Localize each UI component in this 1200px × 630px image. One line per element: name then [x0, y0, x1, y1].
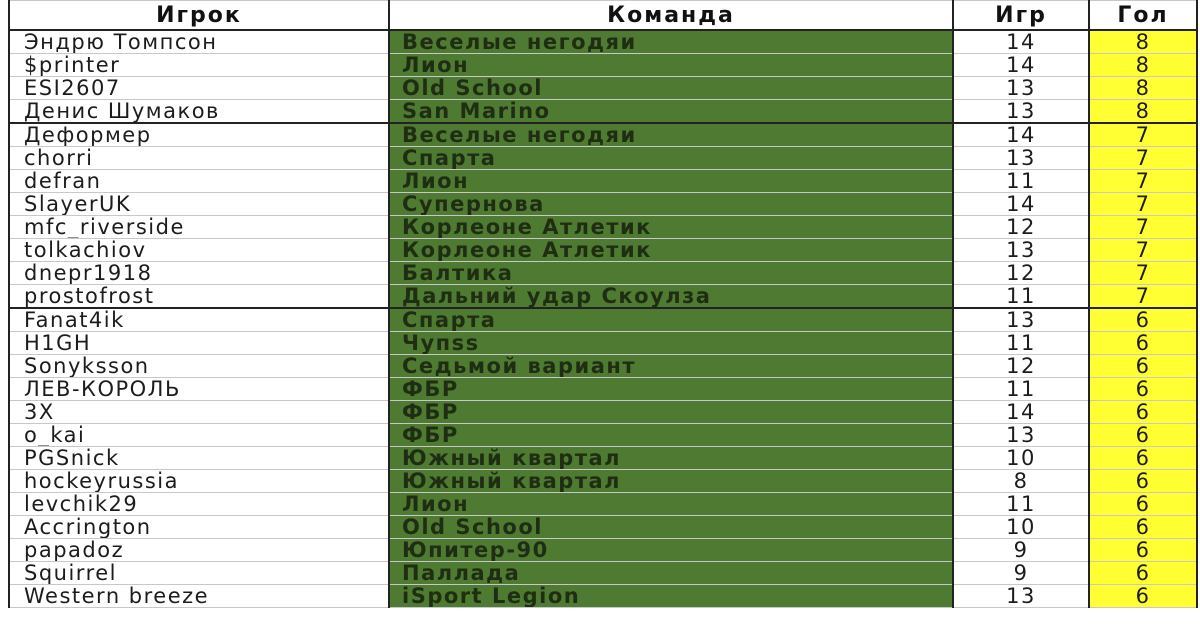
- goals-cell[interactable]: 6: [1089, 470, 1197, 493]
- player-cell[interactable]: SlayerUK: [9, 193, 389, 216]
- team-cell[interactable]: San Marino: [389, 100, 953, 124]
- table-row: [9, 447, 1197, 470]
- games-cell[interactable]: 11: [953, 170, 1089, 193]
- games-cell[interactable]: 11: [953, 332, 1089, 355]
- table-row: [9, 378, 1197, 401]
- team-cell[interactable]: Супернова: [389, 193, 953, 216]
- goals-cell[interactable]: 8: [1089, 54, 1197, 77]
- table-row: [9, 193, 1197, 216]
- table-row: [9, 285, 1197, 309]
- team-cell[interactable]: Спарта: [389, 147, 953, 170]
- goals-cell[interactable]: 8: [1089, 77, 1197, 100]
- team-cell[interactable]: Седьмой вариант: [389, 355, 953, 378]
- goals-cell[interactable]: 6: [1089, 424, 1197, 447]
- player-cell[interactable]: levchik29: [9, 493, 389, 516]
- player-cell[interactable]: ЛЕВ-КОРОЛЬ: [9, 378, 389, 401]
- team-cell[interactable]: Корлеоне Атлетик: [389, 216, 953, 239]
- goals-cell[interactable]: 8: [1089, 30, 1197, 54]
- games-cell[interactable]: 8: [953, 470, 1089, 493]
- table-row: [9, 54, 1197, 77]
- player-cell[interactable]: o_kai: [9, 424, 389, 447]
- games-cell[interactable]: 13: [953, 100, 1089, 124]
- table-row: [9, 516, 1197, 539]
- table-row: [9, 539, 1197, 562]
- games-cell[interactable]: 10: [953, 447, 1089, 470]
- table-row: [9, 123, 1197, 147]
- player-cell[interactable]: hockeyrussia: [9, 470, 389, 493]
- player-cell[interactable]: dnepr1918: [9, 262, 389, 285]
- table-row: [9, 308, 1197, 332]
- team-cell[interactable]: Веселые негодяи: [389, 123, 953, 147]
- player-cell[interactable]: H1GH: [9, 332, 389, 355]
- player-cell[interactable]: Денис Шумаков: [9, 100, 389, 124]
- goals-cell[interactable]: 6: [1089, 355, 1197, 378]
- team-cell[interactable]: Old School: [389, 77, 953, 100]
- games-cell[interactable]: 9: [953, 539, 1089, 562]
- table-row: [9, 332, 1197, 355]
- table-body: [9, 30, 1197, 608]
- team-cell[interactable]: Веселые негодяи: [389, 30, 953, 54]
- table-row: [9, 216, 1197, 239]
- team-cell[interactable]: Дальний удар Скоулза: [389, 285, 953, 309]
- goals-cell[interactable]: 6: [1089, 332, 1197, 355]
- table-row: [9, 470, 1197, 493]
- games-cell[interactable]: 13: [953, 239, 1089, 262]
- goals-cell[interactable]: 6: [1089, 585, 1197, 608]
- games-cell[interactable]: 13: [953, 147, 1089, 170]
- team-cell[interactable]: Лион: [389, 170, 953, 193]
- games-cell[interactable]: 10: [953, 516, 1089, 539]
- table-row: [9, 262, 1197, 285]
- team-cell[interactable]: Паллада: [389, 562, 953, 585]
- team-cell[interactable]: Чупss: [389, 332, 953, 355]
- goals-cell[interactable]: 6: [1089, 539, 1197, 562]
- table-row: [9, 493, 1197, 516]
- player-cell[interactable]: papadoz: [9, 539, 389, 562]
- team-cell[interactable]: Юпитер-90: [389, 539, 953, 562]
- table-row: [9, 170, 1197, 193]
- player-cell[interactable]: Sonyksson: [9, 355, 389, 378]
- goals-cell[interactable]: 7: [1089, 216, 1197, 239]
- goals-cell[interactable]: 7: [1089, 285, 1197, 309]
- goals-cell[interactable]: 7: [1089, 239, 1197, 262]
- games-cell[interactable]: 14: [953, 54, 1089, 77]
- goals-cell[interactable]: 6: [1089, 378, 1197, 401]
- goals-cell[interactable]: 6: [1089, 308, 1197, 332]
- table-row: [9, 100, 1197, 124]
- scorers-table: [8, 0, 1198, 608]
- player-cell[interactable]: Squirrel: [9, 562, 389, 585]
- team-cell[interactable]: Old School: [389, 516, 953, 539]
- goals-cell[interactable]: 6: [1089, 516, 1197, 539]
- player-cell[interactable]: Деформер: [9, 123, 389, 147]
- goals-cell[interactable]: 6: [1089, 562, 1197, 585]
- player-cell[interactable]: PGSnick: [9, 447, 389, 470]
- team-cell[interactable]: ФБР: [389, 424, 953, 447]
- goals-cell[interactable]: 7: [1089, 123, 1197, 147]
- team-cell[interactable]: Корлеоне Атлетик: [389, 239, 953, 262]
- header-games[interactable]: Игр: [953, 1, 1089, 31]
- goals-cell[interactable]: 6: [1089, 493, 1197, 516]
- table-row: [9, 30, 1197, 54]
- goals-cell[interactable]: 7: [1089, 262, 1197, 285]
- player-cell[interactable]: defran: [9, 170, 389, 193]
- games-cell[interactable]: 12: [953, 355, 1089, 378]
- team-cell[interactable]: Южный квартал: [389, 447, 953, 470]
- games-cell[interactable]: 13: [953, 308, 1089, 332]
- games-cell[interactable]: 11: [953, 285, 1089, 309]
- player-cell[interactable]: Fanat4ik: [9, 308, 389, 332]
- team-cell[interactable]: iSport Legion: [389, 585, 953, 608]
- table-row: [9, 239, 1197, 262]
- team-cell[interactable]: Лион: [389, 493, 953, 516]
- player-cell[interactable]: ESI2607: [9, 77, 389, 100]
- goals-cell[interactable]: 6: [1089, 401, 1197, 424]
- player-cell[interactable]: mfc_riverside: [9, 216, 389, 239]
- table-row: [9, 77, 1197, 100]
- table-row: [9, 355, 1197, 378]
- team-cell[interactable]: ФБР: [389, 401, 953, 424]
- team-cell[interactable]: Спарта: [389, 308, 953, 332]
- table-row: [9, 147, 1197, 170]
- games-cell[interactable]: 13: [953, 585, 1089, 608]
- team-cell[interactable]: Южный квартал: [389, 470, 953, 493]
- team-cell[interactable]: Балтика: [389, 262, 953, 285]
- player-cell[interactable]: Western breeze: [9, 585, 389, 608]
- player-cell[interactable]: prostofrost: [9, 285, 389, 309]
- team-cell[interactable]: ФБР: [389, 378, 953, 401]
- header-row: [9, 1, 1197, 31]
- table-row: [9, 562, 1197, 585]
- goals-cell[interactable]: 7: [1089, 170, 1197, 193]
- games-cell[interactable]: 12: [953, 262, 1089, 285]
- goals-cell[interactable]: 8: [1089, 100, 1197, 124]
- games-cell[interactable]: 11: [953, 378, 1089, 401]
- player-cell[interactable]: chorri: [9, 147, 389, 170]
- games-cell[interactable]: 14: [953, 401, 1089, 424]
- header-team[interactable]: Команда: [389, 1, 953, 31]
- goals-cell[interactable]: 7: [1089, 147, 1197, 170]
- table-row: [9, 585, 1197, 608]
- games-cell[interactable]: 14: [953, 123, 1089, 147]
- games-cell[interactable]: 11: [953, 493, 1089, 516]
- games-cell[interactable]: 12: [953, 216, 1089, 239]
- games-cell[interactable]: 14: [953, 30, 1089, 54]
- games-cell[interactable]: 13: [953, 424, 1089, 447]
- player-cell[interactable]: $printer: [9, 54, 389, 77]
- player-cell[interactable]: 3X: [9, 401, 389, 424]
- player-cell[interactable]: Accrington: [9, 516, 389, 539]
- header-goals[interactable]: Гол: [1089, 1, 1197, 31]
- header-player[interactable]: Игрок: [9, 1, 389, 31]
- goals-cell[interactable]: 6: [1089, 447, 1197, 470]
- team-cell[interactable]: Лион: [389, 54, 953, 77]
- games-cell[interactable]: 13: [953, 77, 1089, 100]
- table-row: [9, 424, 1197, 447]
- table-header: [9, 1, 1197, 31]
- table-row: [9, 401, 1197, 424]
- goals-cell[interactable]: 7: [1089, 193, 1197, 216]
- player-cell[interactable]: tolkachiov: [9, 239, 389, 262]
- games-cell[interactable]: 14: [953, 193, 1089, 216]
- games-cell[interactable]: 9: [953, 562, 1089, 585]
- player-cell[interactable]: Эндрю Томпсон: [9, 30, 389, 54]
